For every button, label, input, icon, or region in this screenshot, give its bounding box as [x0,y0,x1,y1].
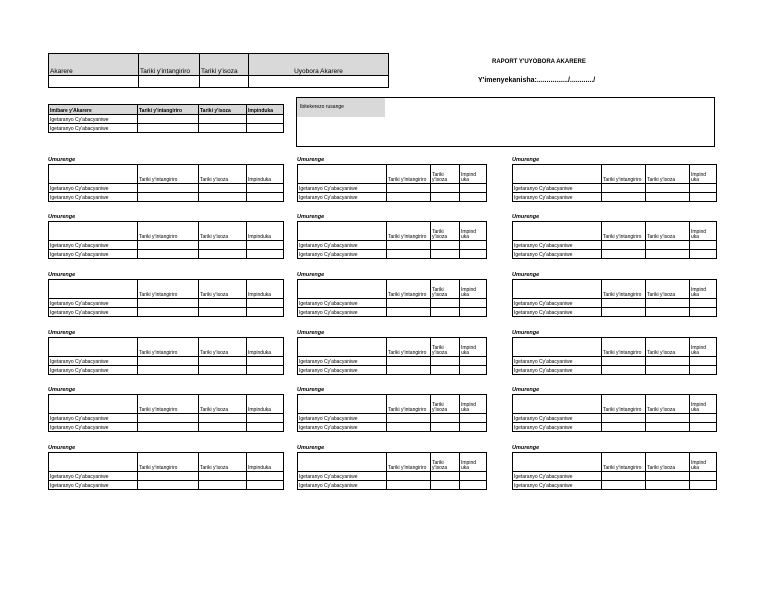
sector-header: Tariki y'isoza [431,280,460,299]
sector-row-label: Igetaranyo Cy'abacyaniwe [298,481,387,490]
sector-table [48,394,284,432]
sector-row-label: Igetaranyo Cy'abacyaniwe [298,366,387,375]
sector-cell[interactable] [646,357,690,366]
stats-cell[interactable] [138,124,199,133]
sector-title: Umurenge [512,272,540,278]
report-date-line: Y'imenyekanisha:................/............/ [478,77,596,84]
sector-table [48,164,284,202]
sector-header [298,165,387,184]
sector-cell[interactable] [387,366,431,375]
sector-cell[interactable] [138,193,199,202]
sector-cell[interactable] [387,472,431,481]
sector-header: Tariki y'isoza [646,453,690,472]
sector-row-label: Igetaranyo Cy'abacyaniwe [513,241,602,250]
sector-header [49,338,138,357]
sector-row-label: Igetaranyo Cy'abacyaniwe [298,184,387,193]
sector-cell[interactable] [460,250,487,259]
sector-cell[interactable] [199,250,247,259]
sector-row-label: Igetaranyo Cy'abacyaniwe [49,308,138,317]
sector-header [513,395,602,414]
stats-cell[interactable] [199,115,247,124]
sector-header: Impinduka [247,222,284,241]
sector-cell[interactable] [646,472,690,481]
sector-cell[interactable] [431,414,460,423]
sector-cell[interactable] [690,250,717,259]
sector-cell[interactable] [460,366,487,375]
sector-header: Tariki y'isoza [199,280,247,299]
sector-table [297,221,487,259]
sector-cell[interactable] [690,241,717,250]
sector-row-label: Igetaranyo Cy'abacyaniwe [513,184,602,193]
sector-cell[interactable] [247,366,284,375]
sector-cell[interactable] [646,250,690,259]
sector-cell[interactable] [646,241,690,250]
sector-header: Impind uka [690,165,717,184]
sector-table [297,164,487,202]
sector-row-label: Igetaranyo Cy'abacyaniwe [298,250,387,259]
sector-cell[interactable] [646,481,690,490]
sector-row-label: Igetaranyo Cy'abacyaniwe [49,423,138,432]
end-date-column-header: Tariki y'isoza [200,54,249,76]
sector-cell[interactable] [431,241,460,250]
sector-title: Umurenge [48,330,76,336]
sector-cell[interactable] [646,184,690,193]
sector-header: Tariki y'isoza [646,280,690,299]
sector-cell[interactable] [460,241,487,250]
sector-cell[interactable] [602,308,646,317]
sector-row-label: Igetaranyo Cy'abacyaniwe [298,193,387,202]
sector-cell[interactable] [247,481,284,490]
sector-cell[interactable] [602,193,646,202]
sector-cell[interactable] [247,250,284,259]
district-cell[interactable] [49,76,139,88]
sector-header: Impinduka [247,280,284,299]
sector-header: Tariki y'isoza [646,165,690,184]
sector-row-label: Igetaranyo Cy'abacyaniwe [49,472,138,481]
sector-cell[interactable] [138,308,199,317]
sector-row-label: Igetaranyo Cy'abacyaniwe [49,366,138,375]
sector-cell[interactable] [602,472,646,481]
sector-cell[interactable] [460,423,487,432]
sector-header [49,165,138,184]
sector-cell[interactable] [247,357,284,366]
sector-cell[interactable] [387,193,431,202]
sector-header: Tariki y'isoza [646,222,690,241]
sector-cell[interactable] [431,184,460,193]
sector-row-label: Igetaranyo Cy'abacyaniwe [298,414,387,423]
sector-row-label: Igetaranyo Cy'abacyaniwe [49,299,138,308]
sector-row-label: Igetaranyo Cy'abacyaniwe [49,481,138,490]
sector-header: Tariki y'intangiriro [138,222,199,241]
sector-header: Impind uka [460,165,487,184]
sector-row-label: Igetaranyo Cy'abacyaniwe [513,423,602,432]
sector-cell[interactable] [646,193,690,202]
district-stats-table [48,104,284,133]
sector-row-label: Igetaranyo Cy'abacyaniwe [513,472,602,481]
sector-header [49,222,138,241]
sector-cell[interactable] [199,366,247,375]
sector-title: Umurenge [512,330,540,336]
sector-title: Umurenge [512,157,540,163]
sector-header: Impinduka [247,453,284,472]
sector-table [48,279,284,317]
sector-cell[interactable] [138,299,199,308]
sector-cell[interactable] [690,481,717,490]
sector-cell[interactable] [138,366,199,375]
sector-cell[interactable] [646,299,690,308]
sector-header [49,395,138,414]
sector-cell[interactable] [199,472,247,481]
sector-header [298,453,387,472]
sector-header [298,280,387,299]
sector-header: Tariki y'intangiriro [138,453,199,472]
sector-row-label: Igetaranyo Cy'abacyaniwe [49,414,138,423]
sector-cell[interactable] [138,184,199,193]
stats-cell[interactable] [138,115,199,124]
sector-cell[interactable] [690,308,717,317]
sector-table [297,337,487,375]
sector-title: Umurenge [297,157,325,163]
sector-cell[interactable] [199,241,247,250]
sector-header: Tariki y'isoza [431,222,460,241]
sector-cell[interactable] [199,423,247,432]
sector-cell[interactable] [431,250,460,259]
sector-row-label: Igetaranyo Cy'abacyaniwe [513,414,602,423]
sector-cell[interactable] [247,423,284,432]
sector-header: Impind uka [460,280,487,299]
sector-cell[interactable] [690,299,717,308]
sector-cell[interactable] [247,241,284,250]
sector-cell[interactable] [387,414,431,423]
sector-cell[interactable] [138,241,199,250]
sector-cell[interactable] [247,184,284,193]
sector-title: Umurenge [512,214,540,220]
sector-cell[interactable] [460,308,487,317]
sector-row-label: Igetaranyo Cy'abacyaniwe [513,366,602,375]
sector-title: Umurenge [297,330,325,336]
stats-row-label: Igetaranyo Cy'abacyaniwe [49,124,138,133]
sector-title: Umurenge [48,272,76,278]
sector-title: Umurenge [48,387,76,393]
sector-header: Tariki y'isoza [199,453,247,472]
sector-header: Tariki y'isoza [646,338,690,357]
sector-table [512,452,717,490]
sector-cell[interactable] [602,250,646,259]
sector-row-label: Igetaranyo Cy'abacyaniwe [298,472,387,481]
sector-cell[interactable] [138,472,199,481]
sector-table [297,394,487,432]
stats-header: Tariki y'isoza [199,105,247,115]
sector-cell[interactable] [247,308,284,317]
sector-cell[interactable] [602,414,646,423]
sector-cell[interactable] [431,357,460,366]
sector-cell[interactable] [602,241,646,250]
sector-cell[interactable] [690,366,717,375]
sector-table [297,279,487,317]
sector-table [512,221,717,259]
sector-header: Tariki y'intangiriro [387,453,431,472]
sector-row-label: Igetaranyo Cy'abacyaniwe [298,299,387,308]
sector-cell[interactable] [199,414,247,423]
district-leader-cell[interactable] [249,76,389,88]
sector-title: Umurenge [297,387,325,393]
sector-cell[interactable] [199,357,247,366]
sector-header: Tariki y'isoza [199,165,247,184]
sector-title: Umurenge [512,445,540,451]
sector-cell[interactable] [387,250,431,259]
sector-header: Tariki y'intangiriro [387,222,431,241]
sector-header [513,165,602,184]
stats-cell[interactable] [247,124,284,133]
sector-cell[interactable] [138,481,199,490]
sector-row-label: Igetaranyo Cy'abacyaniwe [49,193,138,202]
sector-cell[interactable] [646,366,690,375]
sector-title: Umurenge [512,387,540,393]
sector-header: Tariki y'isoza [199,222,247,241]
sector-row-label: Igetaranyo Cy'abacyaniwe [49,184,138,193]
sector-table [512,279,717,317]
sector-cell[interactable] [247,193,284,202]
sector-header: Tariki y'intangiriro [602,453,646,472]
sector-header: Impind uka [690,222,717,241]
sector-header: Tariki y'intangiriro [602,280,646,299]
sector-cell[interactable] [460,299,487,308]
sector-header: Impind uka [460,395,487,414]
sector-header [513,338,602,357]
sector-cell[interactable] [460,193,487,202]
sector-cell[interactable] [602,366,646,375]
sector-title: Umurenge [48,445,76,451]
sector-cell[interactable] [690,184,717,193]
sector-row-label: Igetaranyo Cy'abacyaniwe [49,357,138,366]
sector-cell[interactable] [690,193,717,202]
sector-header: Impinduka [247,395,284,414]
sector-cell[interactable] [602,357,646,366]
stats-header: Imibare y'Akarere [49,105,138,115]
sector-row-label: Igetaranyo Cy'abacyaniwe [513,308,602,317]
sector-cell[interactable] [247,472,284,481]
sector-cell[interactable] [602,481,646,490]
sector-header: Impind uka [460,453,487,472]
sector-cell[interactable] [431,299,460,308]
sector-header: Tariki y'intangiriro [387,165,431,184]
sector-cell[interactable] [690,472,717,481]
sector-header [298,338,387,357]
sector-title: Umurenge [297,272,325,278]
sector-table [512,394,717,432]
sector-header: Tariki y'intangiriro [138,280,199,299]
sector-header: Tariki y'intangiriro [602,338,646,357]
sector-cell[interactable] [199,193,247,202]
general-observations-label: Ibitekerezo rusange [297,98,385,117]
sector-row-label: Igetaranyo Cy'abacyaniwe [298,308,387,317]
sector-header: Impind uka [690,395,717,414]
sector-cell[interactable] [387,184,431,193]
sector-cell[interactable] [431,366,460,375]
sector-cell[interactable] [431,481,460,490]
sector-table [48,452,284,490]
sector-cell[interactable] [602,299,646,308]
sector-header: Tariki y'isoza [646,395,690,414]
sector-table [512,337,717,375]
sector-header: Impinduka [247,165,284,184]
sector-cell[interactable] [138,357,199,366]
sector-header [513,222,602,241]
sector-header: Impind uka [690,280,717,299]
sector-cell[interactable] [690,357,717,366]
sector-header: Tariki y'intangiriro [602,222,646,241]
sector-cell[interactable] [460,414,487,423]
sector-header: Tariki y'isoza [199,395,247,414]
sector-table [48,221,284,259]
sector-header: Impind uka [460,222,487,241]
sector-header: Tariki y'intangiriro [387,338,431,357]
sector-header [49,453,138,472]
sector-cell[interactable] [431,472,460,481]
sector-cell[interactable] [387,308,431,317]
sector-cell[interactable] [602,423,646,432]
sector-cell[interactable] [247,299,284,308]
general-observations-box[interactable] [296,97,715,147]
sector-cell[interactable] [460,184,487,193]
sector-table [297,452,487,490]
sector-cell[interactable] [199,299,247,308]
sector-header [49,280,138,299]
sector-table [512,164,717,202]
report-title: RAPORT Y'UYOBORA AKARERE [492,59,586,65]
sector-header: Tariki y'isoza [431,338,460,357]
sector-header: Tariki y'intangiriro [602,165,646,184]
sector-row-label: Igetaranyo Cy'abacyaniwe [298,241,387,250]
sector-header: Impind uka [460,338,487,357]
sector-cell[interactable] [431,308,460,317]
sector-cell[interactable] [646,414,690,423]
sector-row-label: Igetaranyo Cy'abacyaniwe [513,250,602,259]
sector-cell[interactable] [387,357,431,366]
sector-header: Tariki y'intangiriro [138,338,199,357]
sector-cell[interactable] [431,423,460,432]
sector-row-label: Igetaranyo Cy'abacyaniwe [49,241,138,250]
sector-header: Tariki y'isoza [431,453,460,472]
sector-cell[interactable] [138,423,199,432]
sector-cell[interactable] [690,423,717,432]
stats-row-label: Igetaranyo Cy'abacyaniwe [49,115,138,124]
sector-cell[interactable] [387,423,431,432]
sector-cell[interactable] [690,414,717,423]
sector-header: Tariki y'isoza [431,165,460,184]
sector-cell[interactable] [460,357,487,366]
sector-header [513,280,602,299]
sector-header: Impind uka [690,338,717,357]
sector-cell[interactable] [602,184,646,193]
sector-header [298,222,387,241]
district-leader-column-header: Uyobora Akarere [249,54,389,76]
sector-title: Umurenge [297,445,325,451]
sector-cell[interactable] [646,423,690,432]
stats-header: Tariki y'intangiriro [138,105,199,115]
stats-cell[interactable] [199,124,247,133]
sector-cell[interactable] [247,414,284,423]
sector-header [298,395,387,414]
sector-header: Tariki y'intangiriro [387,280,431,299]
start-date-column-header: Tariki y'intangiriro [139,54,200,76]
sector-header: Tariki y'isoza [431,395,460,414]
sector-row-label: Igetaranyo Cy'abacyaniwe [298,423,387,432]
sector-title: Umurenge [48,157,76,163]
start-date-cell[interactable] [139,76,200,88]
sector-table [48,337,284,375]
sector-cell[interactable] [199,184,247,193]
sector-header: Tariki y'intangiriro [602,395,646,414]
sector-row-label: Igetaranyo Cy'abacyaniwe [298,357,387,366]
sector-title: Umurenge [297,214,325,220]
sector-title: Umurenge [48,214,76,220]
sector-header: Tariki y'isoza [199,338,247,357]
stats-header: Impinduka [247,105,284,115]
sector-row-label: Igetaranyo Cy'abacyaniwe [513,193,602,202]
sector-row-label: Igetaranyo Cy'abacyaniwe [513,481,602,490]
sector-header [513,453,602,472]
sector-header: Impinduka [247,338,284,357]
sector-cell[interactable] [646,308,690,317]
stats-cell[interactable] [247,115,284,124]
sector-cell[interactable] [138,250,199,259]
sector-header: Tariki y'intangiriro [138,395,199,414]
sector-cell[interactable] [460,481,487,490]
sector-cell[interactable] [431,193,460,202]
sector-cell[interactable] [387,241,431,250]
sector-row-label: Igetaranyo Cy'abacyaniwe [513,299,602,308]
sector-row-label: Igetaranyo Cy'abacyaniwe [513,357,602,366]
sector-header: Impind uka [690,453,717,472]
district-header-table [48,53,389,88]
sector-cell[interactable] [199,481,247,490]
sector-header: Tariki y'intangiriro [138,165,199,184]
sector-cell[interactable] [138,414,199,423]
sector-cell[interactable] [460,472,487,481]
sector-cell[interactable] [387,299,431,308]
sector-cell[interactable] [199,308,247,317]
end-date-cell[interactable] [200,76,249,88]
sector-header: Tariki y'intangiriro [387,395,431,414]
district-column-header: Akarere [49,54,139,76]
sector-cell[interactable] [387,481,431,490]
sector-row-label: Igetaranyo Cy'abacyaniwe [49,250,138,259]
